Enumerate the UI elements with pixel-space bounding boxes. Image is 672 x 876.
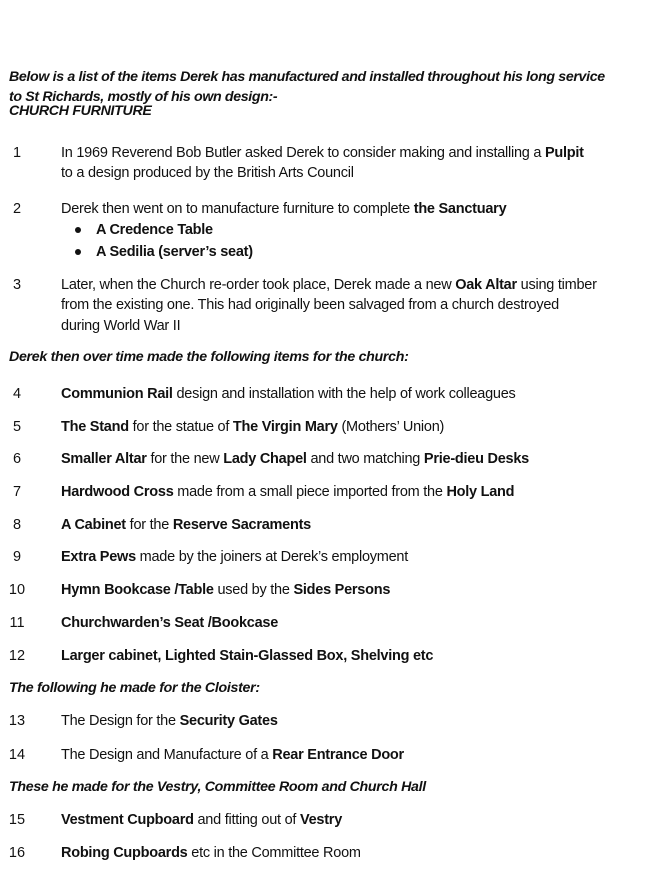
text-run: design and installation with the help of work colleagues <box>172 386 516 402</box>
item-number: 11 <box>9 615 25 631</box>
item-text-line <box>61 295 559 315</box>
text-run: etc in the Committee Room <box>187 845 361 861</box>
text-run: Derek then went on to manufacture furniture to complete <box>61 201 414 217</box>
item-text-line <box>61 143 584 163</box>
section-title: CHURCH FURNITURE <box>9 103 152 119</box>
text-run: to a design produced by the British Arts Council <box>61 165 354 181</box>
item-text-line <box>61 275 597 295</box>
bold-text-run: The Stand <box>61 419 129 435</box>
bold-text-run: Prie-dieu Desks <box>423 451 529 467</box>
bold-text-run: Communion Rail <box>61 386 173 402</box>
item-text <box>61 482 514 502</box>
text-run: and two matching <box>306 451 424 467</box>
item-text <box>61 417 444 437</box>
text-run: Later, when the Church re-order took place, Derek made a new <box>61 277 456 293</box>
bold-text-run: Holy Land <box>446 484 515 500</box>
text-run: made from a small piece imported from the <box>173 484 447 500</box>
section-heading-vestry: These he made for the Vestry, Committee Room and Church Hall <box>9 779 426 795</box>
bold-text-run: Security Gates <box>179 713 278 729</box>
text-run: made by the joiners at Derek’s employment <box>135 549 409 565</box>
item-text <box>61 515 311 535</box>
text-run: In 1969 Reverend Bob Butler asked Derek to consider making and installing a <box>61 145 545 161</box>
item-number: 15 <box>8 812 26 828</box>
intro-line-2: to St Richards, mostly of his own design:- <box>9 89 278 105</box>
item-number: 3 <box>12 277 22 293</box>
bold-text-run: Robing Cupboards <box>61 845 188 861</box>
bold-text-run: Smaller Altar <box>61 451 147 467</box>
item-number: 14 <box>8 747 26 763</box>
item-text <box>61 711 278 731</box>
bold-text-run: Oak Altar <box>455 277 517 293</box>
bold-text-run: Hymn Bookcase /Table <box>61 582 214 598</box>
text-run: during World War II <box>61 318 181 334</box>
text-run: for the <box>125 517 173 533</box>
item-number: 12 <box>8 648 26 664</box>
item-number: 8 <box>12 517 22 533</box>
item-text <box>61 810 342 830</box>
text-run: used by the <box>213 582 294 598</box>
bullet-icon <box>75 249 81 255</box>
bullet-icon <box>75 227 81 233</box>
item-number: 16 <box>8 845 26 861</box>
text-run: using timber <box>516 277 597 293</box>
text-run: The Design and Manufacture of a <box>61 747 273 763</box>
text-run: for the new <box>146 451 224 467</box>
item-text <box>61 843 361 863</box>
bold-text-run: Hardwood Cross <box>61 484 174 500</box>
item-number: 13 <box>8 713 26 729</box>
bold-text-run: the Sanctuary <box>413 201 507 217</box>
item-number: 2 <box>12 201 22 217</box>
text-run: (Mothers’ Union) <box>337 419 445 435</box>
item-text <box>61 580 390 600</box>
bold-text-run: Larger cabinet, Lighted Stain-Glassed Box, Shelving etc <box>61 648 434 664</box>
bold-text-run: Vestry <box>299 812 343 828</box>
item-text <box>61 384 516 404</box>
bold-text-run: Lady Chapel <box>223 451 307 467</box>
item-text <box>61 547 408 567</box>
section-heading-church-items: Derek then over time made the following items for the church: <box>9 349 409 365</box>
bold-text-run: The Virgin Mary <box>232 419 338 435</box>
item-number: 10 <box>8 582 26 598</box>
bold-text-run: Rear Entrance Door <box>272 747 404 763</box>
bullet-text: A Sedilia (server’s seat) <box>96 244 253 260</box>
item-number: 7 <box>12 484 22 500</box>
text-run: from the existing one. This had originally been salvaged from a church destroyed <box>61 297 559 313</box>
item-text-line <box>61 163 354 183</box>
bold-text-run: Sides Persons <box>293 582 391 598</box>
bold-text-run: Extra Pews <box>61 549 136 565</box>
text-run: and fitting out of <box>193 812 300 828</box>
item-text-line <box>61 316 180 336</box>
item-number: 5 <box>12 419 22 435</box>
item-text <box>61 646 433 666</box>
intro-line-1: Below is a list of the items Derek has manufactured and installed throughout his long service <box>9 69 605 85</box>
item-text <box>61 745 404 765</box>
item-number: 9 <box>12 549 22 565</box>
text-run: for the statue of <box>128 419 233 435</box>
bold-text-run: Pulpit <box>544 145 584 161</box>
item-text-line <box>61 199 506 219</box>
bold-text-run: Churchwarden’s Seat /Bookcase <box>61 615 279 631</box>
text-run: The Design for the <box>61 713 180 729</box>
item-number: 6 <box>12 451 22 467</box>
bold-text-run: Vestment Cupboard <box>61 812 194 828</box>
bullet-text: A Credence Table <box>96 222 213 238</box>
item-text <box>61 449 529 469</box>
bold-text-run: A Cabinet <box>61 517 126 533</box>
item-number: 1 <box>12 145 22 161</box>
section-heading-cloister: The following he made for the Cloister: <box>9 680 260 696</box>
bold-text-run: Reserve Sacraments <box>172 517 311 533</box>
item-text <box>61 613 278 633</box>
item-number: 4 <box>12 386 22 402</box>
